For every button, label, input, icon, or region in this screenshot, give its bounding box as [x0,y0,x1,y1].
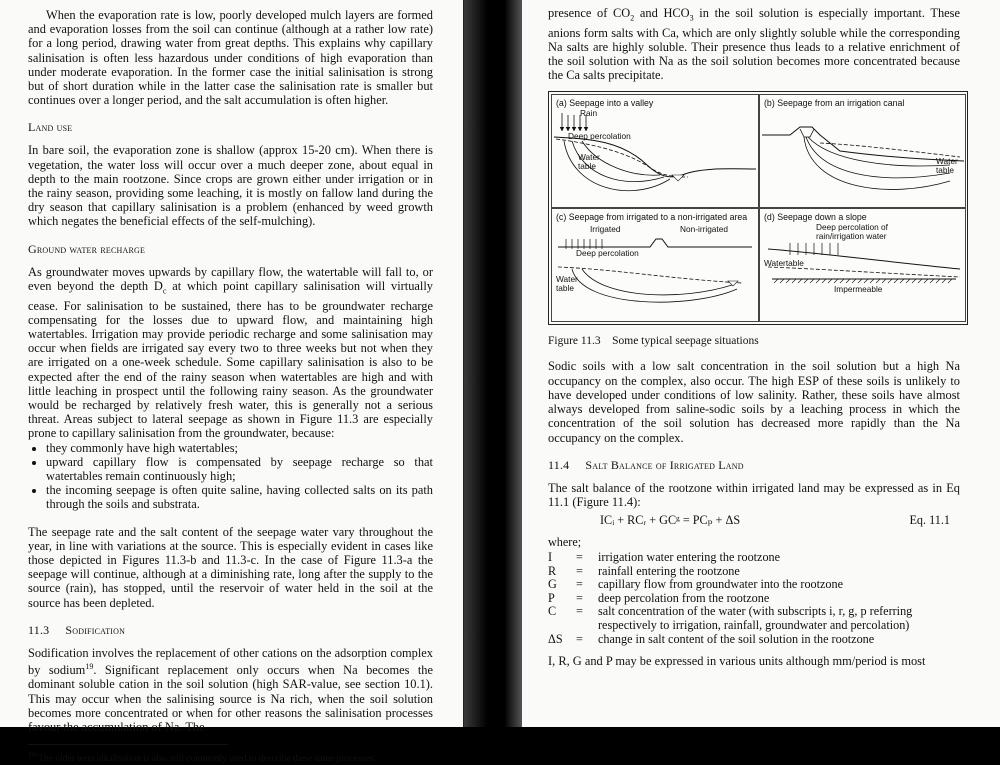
paragraph-evaporation: When the evaporation rate is low, poorly developed mulch layers are formed and evaporation losses from the soil can continue (although at a rather low rate) for a long period, drawing water from great depths. This explains why capillary salinisation is often less hazardous under conditions of high evaporation than under moderate evaporation. In the former case the initial salinisation is strong but of short duration while in the latter case the salinisation rate is smaller but continues over a longer period, and the salt accumulation is often higher. [28,8,433,108]
paragraph-units: I, R, G and P may be expressed in various units although mm/period is most [548,654,926,669]
left-page [0,0,464,765]
panel-b [759,94,966,208]
panel-c-title: (c) Seepage from irrigated to a non-irrigated area [556,212,748,223]
panel-d [759,208,966,322]
water-table-label: Water table [936,156,958,176]
water-table-label: Water table [556,274,578,294]
panel-d-title: (d) Seepage down a slope [764,212,867,223]
paragraph-anions: presence of $CO_2$ and $HCO_3$ in the soil solution is especially important. These anions form salts with Ca, which are only slightly soluble while the corresponding Na salts are highly soluble. Their presence thus leads to a relative enrichment of the soil solution with Na as the soil solution becomes more concentrated because the Ca salts precipitate. [548,6,960,83]
canal-seepage-diagram [760,95,965,207]
book-gutter [464,0,522,727]
definition-row: C = salt concentration of the water (with subscripts i, r, g, p referring respectively to irrigation, rainfall, groundwater and percolation) [548,604,913,633]
figure-caption: Figure 11.3 Some typical seepage situations [548,335,759,348]
definition-row: P = deep percolation from the rootzone [548,590,770,605]
deep-percolation-label: Deep percolation [576,248,639,259]
footnote-rule [28,744,228,745]
sodification-heading: 11.3 Sodification [28,622,126,637]
panel-b-title: (b) Seepage from an irrigation canal [764,98,905,109]
seepage-figure [548,91,968,325]
ground-water-recharge-heading: Ground water recharge [28,241,146,256]
paragraph-salt-balance: The salt balance of the rootzone within irrigated land may be expressed as in Eq 11.1 (Figure 11.4): [548,480,960,509]
definition-row: R = rainfall entering the rootzone [548,563,740,578]
irrigated-label: Irrigated [590,224,621,235]
rain-label: Rain [580,108,598,119]
deep-percolation-label: Deep percolation [568,131,631,142]
equation-11-1 [548,509,960,531]
footnote: $^{19}$ The older term alkalisation is also still commonly used to describe these same processes. [28,750,376,765]
list-item: • upward capillary flow is compensated by seepage recharge so that watertables remain continuously high; [46,455,433,483]
reasons-list [28,441,433,512]
variable-definitions [548,551,960,646]
non-irrigated-label: Non-irrigated [680,224,728,235]
right-page [522,0,1000,727]
paragraph-groundwater: As groundwater moves upwards by capillary flow, the watertable will fall to, or even beyond the depth $D_c$ at which point capillary salinisation will virtually cease. For salinisation to be sustained, there has to be groundwater recharge compensating for the losses due to upward flow, and maintaining high watertables. Irrigation may provide periodic recharge and some salinisation may occur when fields are irrigated say every two to three weeks but not when they are irrigated on a one-week schedule. Some capillary salinisation is also to be expected after the end of the rainy season when watertables are high and with little leaching in prospect until the following rainy season. As the groundwater would be recharged by relatively fresh water, this is generally not a serious threat. Areas subject to lateral seepage as shown in Figure 11.3 are especially prone to capillary salinisation from the groundwater, because: [28,264,434,441]
paragraph-land-use: In bare soil, the evaporation zone is shallow (approx 15-20 cm). When there is vegetation, the water loss will occur over a much deeper zone, about equal in depth to the main rootzone. Since crops are grown either under irrigation or in the rainy season, providing some leaching, it is mostly on fallow land during the dry season that capillary salinisation is a problem (enhanced by weed growth which negates the beneficial effects of the self-mulching). [28,143,433,229]
impermeable-label: Impermeable [834,284,883,295]
panel-c [551,208,759,322]
deep-percolation-label: Deep percolation of rain/irrigation water [816,222,888,242]
water-table-label: Water table [578,152,600,172]
panel-a-title: (a) Seepage into a valley [556,98,654,109]
definition-row: I = irrigation water entering the rootzone [548,550,781,565]
panel-a [551,94,759,208]
equation-expression: ICᵢ + RCᵣ + GCᵍ = PCₚ + ΔS [600,513,741,528]
definition-row: ΔS = change in salt content of the soil solution in the rootzone [548,631,875,646]
list-item: • they commonly have high watertables; [46,441,433,455]
where-label: where; [548,535,582,550]
salt-balance-heading: 11.4 Salt Balance of Irrigated Land [548,457,744,472]
paragraph-sodic-soils: Sodic soils with a low salt concentration in the soil solution but a high Na occupancy on the complex, also occur. The high ESP of these soils is unlikely to have developed under conditions of low salinity. Rather, these soils have almost always developed from saline-sodic soils by a leaching process in which the concentration of the soil solution has decreased more rapidly than the Na occupancy on the complex. [548,359,960,445]
definition-row: G = capillary flow from groundwater into the rootzone [548,577,844,592]
watertable-label: Watertable [764,258,804,269]
paragraph-sodification: Sodification involves the replacement of other cations on the adsorption complex by sodium$^{19}$. Significant replacement only occurs when Na becomes the dominant soluble cation in the soil solution (high SAR-value, see section 10.1). This may occur when the salinising source is Na rich, when the soil solution becomes more concentrated or when for other reasons the salinisation processes favour the accumulation of Na. The [28,645,433,734]
paragraph-seepage-rate: The seepage rate and the salt content of the seepage water vary throughout the year, in line with variations at the source. This is especially evident in cases like those depicted in Figures 11.3-b and 11.3-c. In the case of Figure 11.3-a the seepage will continue, although at a diminishing rate, long after the supply to the source (rain), has stopped, until the reservoir of water held in the soil at the source has been depleted. [28,524,433,610]
land-use-heading: Land use [28,120,73,135]
list-item: • the incoming seepage is often quite saline, having collected salts on its path through the soils and substrata. [46,483,433,511]
equation-label: Eq. 11.1 [909,513,950,528]
